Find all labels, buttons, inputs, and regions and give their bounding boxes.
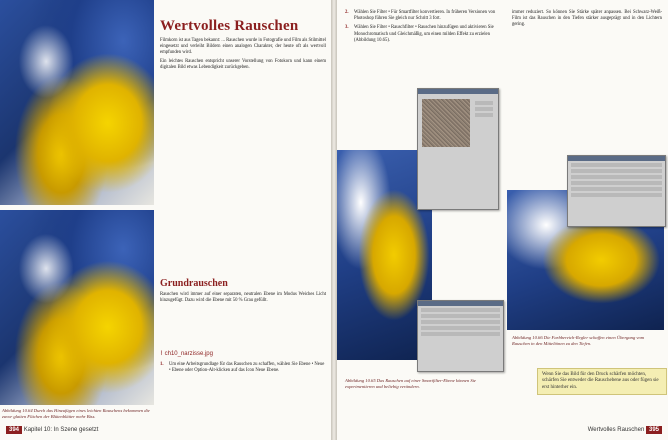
intro-paragraph: Filmkorn ist aus Tagen bekannt: ... Rauschen wurde in Fotografie und Film als Stilmittel eingesetzt und verleiht Bildern einen analogen Charakter, der heute oft als wertvoll empfunden wird. xyxy=(160,38,326,56)
tip-callout: Wenn Sie das Bild für den Druck schärfen möchten, schärfen Sie entweder die Rauschebene aus oder fügen sie erst hinterher ein. xyxy=(537,368,667,395)
section-text: Rauschen wird immer auf einer separaten, neutralen Ebene im Modus Weiches Licht hinzugefügt. Dazu wird die Ebene mit 50 % Grau gefüllt. xyxy=(160,292,326,304)
blend-if-dialog-screenshot xyxy=(567,155,666,227)
chapter-label: Kapitel 10: In Szene gesetzt xyxy=(23,427,99,433)
step-text: Wählen Sie Filter • Rauschfilter • Rauschen hinzufügen und aktivieren Sie Monochromatisch und Gleichmäßig, um einen milden Effekt zu erzielen (Abbildung 10.65). xyxy=(354,25,494,43)
left-footer xyxy=(6,426,98,434)
step-number: 2. xyxy=(345,10,349,15)
narcissus-photo-top xyxy=(0,0,154,205)
right-column-text: immer reduziert. So können Sie Stärke später anpassen. Bei Schwarz-Weiß-Film ist das Rauschen in den Tiefen stärker ausgeprägt und in den Lichtern gering. xyxy=(512,10,662,28)
step-number: 3. xyxy=(345,25,349,31)
figure-caption-left: Abbildung 10.65 Das Rauschen auf einer Smartfilter-Ebene können Sie experimentieren und beliebig verändern. xyxy=(345,378,476,389)
step-number: 1. xyxy=(160,362,164,367)
narcissus-photo-bottom xyxy=(0,210,154,405)
dialog-titlebar xyxy=(418,89,498,94)
right-page xyxy=(337,0,668,440)
step-item xyxy=(345,10,505,22)
page-title: Wertvolles Rauschen xyxy=(160,18,299,34)
step-item xyxy=(160,362,326,374)
step-text: Wählen Sie Filter • Für Smartfilter konvertieren. In früheren Versionen von Photoshop führen Sie gleich nur Schritt 3 fort. xyxy=(354,10,496,22)
file-name: ch10_narzisse.jpg xyxy=(164,351,213,357)
steps-list-right xyxy=(345,10,505,47)
add-noise-dialog-screenshot xyxy=(417,88,499,210)
file-reference: ⌇ ch10_narzisse.jpg xyxy=(160,351,213,357)
panel-titlebar xyxy=(418,301,503,306)
section-heading: Grundrauschen xyxy=(160,278,228,289)
section-label: Wertvolles Rauschen xyxy=(587,427,645,433)
step-text: Um eine Arbeitsgrundlage für das Rauschen zu schaffen, wählen Sie Ebene • Neue • Ebene oder Option-Alt-klicken auf das Icon Neue Ebene. xyxy=(169,362,325,374)
left-page xyxy=(0,0,331,440)
intro-text xyxy=(160,38,326,73)
steps-list-left xyxy=(160,362,326,377)
dialog-rows xyxy=(568,163,665,197)
figure-caption: Abbildung 10.64 Durch das Hinzufügen eines leichten Rauschens bekommen die zuvor glatten Flächen der Blütenblätter mehr Biss. xyxy=(2,408,150,419)
figure-caption-right: Abbildung 10.66 Die Farbbereich-Regler schaffen einen Übergang vom Rauschen in den Mitteltönen zu den Tiefen. xyxy=(512,335,645,346)
layer-rows xyxy=(418,308,503,336)
right-footer xyxy=(588,426,662,434)
noise-preview xyxy=(422,99,470,147)
dialog-titlebar xyxy=(568,156,665,161)
page-number: 395 xyxy=(646,426,662,434)
dialog-buttons xyxy=(472,99,496,119)
layers-panel-screenshot xyxy=(417,300,504,372)
intro-paragraph-2: Ein leichtes Rauschen entspricht unserer Vorstellung von Fotokorn und kann einem digitalen Bild etwas Lebendigkeit zurückgeben. xyxy=(160,58,326,70)
step-item xyxy=(345,25,505,44)
page-number: 394 xyxy=(6,426,22,434)
